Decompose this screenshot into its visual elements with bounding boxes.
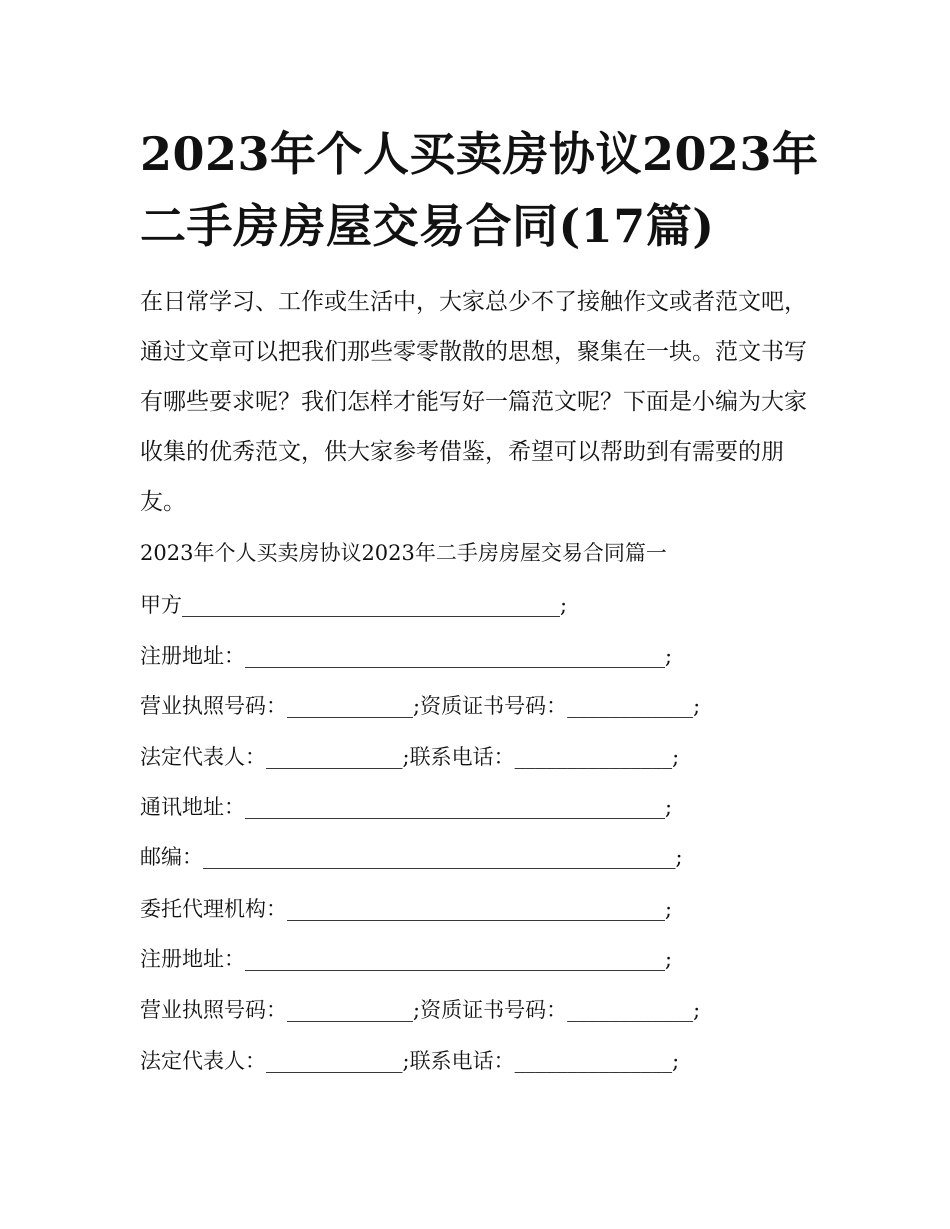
license-number-line: 营业执照号码：____________;资质证书号码：____________; [140, 694, 701, 718]
page-title: 2023年个人买卖房协议2023年二手房房屋交易合同(17篇) [140, 127, 819, 253]
legal-representative-line: 法定代表人：_____________;联系电话：_______________; [140, 745, 680, 769]
agency-license-number-line: 营业执照号码：____________;资质证书号码：____________; [140, 998, 701, 1022]
agency-line: 委托代理机构：____________________________________; [140, 897, 673, 921]
agency-registered-address-line: 注册地址：________________________________________; [140, 947, 673, 971]
party-a-line: 甲方____________________________________; [140, 593, 568, 617]
agency-legal-representative-line: 法定代表人：_____________;联系电话：_______________; [140, 1049, 680, 1073]
intro-paragraph: 在日常学习、工作或生活中，大家总少不了接触作文或者范文吧，通过文章可以把我们那些零零散散的思想，聚集在一块。范文书写有哪些要求呢？我们怎样才能写好一篇范文呢？下面是小编为大家收集的优秀范文，供大家参考借鉴，希望可以帮助到有需要的朋友。 [140, 289, 807, 515]
section-heading: 2023年个人买卖房协议2023年二手房房屋交易合同篇一 [140, 541, 667, 565]
registered-address-line: 注册地址：________________________________________; [140, 644, 673, 668]
mailing-address-line: 通讯地址：________________________________________; [140, 795, 673, 819]
postcode-line: 邮编：_____________________________________________; [140, 845, 683, 869]
